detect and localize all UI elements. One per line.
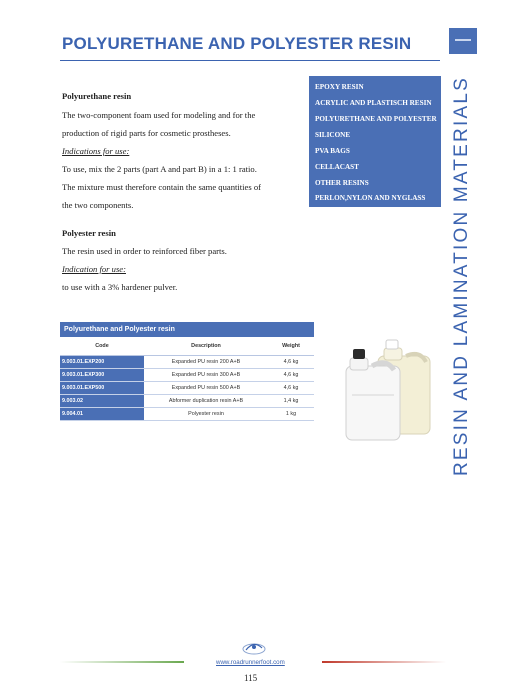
- footer-right-rule: [322, 661, 446, 663]
- column-header-code: Code: [60, 337, 144, 356]
- footer-website-link[interactable]: www.roadrunnerfoot.com: [216, 659, 285, 666]
- product-code: 9.004.01: [60, 408, 144, 421]
- product-weight: 4,6 kg: [268, 382, 314, 395]
- product-description: Expanded PU resin 300 A+B: [144, 369, 268, 382]
- product-description: Abformer duplication resin A+B: [144, 395, 268, 408]
- category-item-acrylic[interactable]: ACRYLIC AND PLASTISCH RESIN: [315, 99, 432, 107]
- pu-text-line: the two components.: [62, 200, 134, 210]
- corner-tab-line: [455, 39, 471, 41]
- category-item-pva-bags[interactable]: PVA BAGS: [315, 147, 350, 155]
- table-row: [60, 395, 314, 408]
- page-title: POLYURETHANE AND POLYESTER RESIN: [62, 34, 412, 53]
- table-row: [60, 408, 314, 421]
- title-divider: [60, 60, 440, 61]
- table-header-row: [60, 337, 314, 356]
- pu-text-line: production of rigid parts for cosmetic prostheses.: [62, 128, 231, 138]
- product-weight: 4,6 kg: [268, 356, 314, 369]
- vertical-section-title: RESIN AND LAMINATION MATERIALS: [451, 76, 472, 476]
- product-code: 9.003.01.EXP200: [60, 356, 144, 369]
- category-item-other-resins[interactable]: OTHER RESINS: [315, 179, 369, 187]
- resin-canisters-image: [328, 334, 438, 444]
- pe-text-line: The resin used in order to reinforced fiber parts.: [62, 246, 227, 256]
- product-weight: 4,6 kg: [268, 369, 314, 382]
- category-item-polyurethane[interactable]: POLYURETHANE AND POLYESTER: [315, 115, 437, 123]
- product-weight: 1 kg: [268, 408, 314, 421]
- category-item-perlon[interactable]: PERLON,NYLON AND NYGLASS: [315, 194, 426, 202]
- product-table-title: Polyurethane and Polyester resin: [60, 322, 314, 337]
- pe-indication-label: Indication for use:: [62, 264, 126, 274]
- category-menu: [309, 76, 441, 207]
- corner-tab-marker: [449, 28, 477, 54]
- table-row: [60, 369, 314, 382]
- product-code: 9.003.01.EXP500: [60, 382, 144, 395]
- footer-left-rule: [60, 661, 184, 663]
- product-weight: 1,4 kg: [268, 395, 314, 408]
- pe-heading: Polyester resin: [62, 228, 116, 238]
- pe-text-line: to use with a 3% hardener pulver.: [62, 282, 178, 292]
- table-row: [60, 382, 314, 395]
- category-item-epoxy[interactable]: EPOXY RESIN: [315, 83, 364, 91]
- pu-text-line: To use, mix the 2 parts (part A and part B) in a 1: 1 ratio.: [62, 164, 257, 174]
- pu-text-line: The mixture must therefore contain the same quantities of: [62, 182, 262, 192]
- table-row: [60, 356, 314, 369]
- product-description: Expanded PU resin 200 A+B: [144, 356, 268, 369]
- column-header-weight: Weight: [268, 337, 314, 356]
- product-code: 9.003.01.EXP300: [60, 369, 144, 382]
- product-code: 9.003.02: [60, 395, 144, 408]
- pu-indications-label: Indications for use:: [62, 146, 130, 156]
- pu-heading: Polyurethane resin: [62, 91, 132, 101]
- product-table: [60, 337, 314, 421]
- page-number: 115: [244, 673, 258, 683]
- pu-text-line: The two-component foam used for modeling and for the: [62, 110, 256, 120]
- product-description: Polyester resin: [144, 408, 268, 421]
- column-header-description: Description: [144, 337, 268, 356]
- category-item-cellacast[interactable]: CELLACAST: [315, 163, 359, 171]
- roadrunner-logo-icon: [240, 640, 268, 656]
- product-description: Expanded PU resin 500 A+B: [144, 382, 268, 395]
- category-item-silicone[interactable]: SILICONE: [315, 131, 351, 139]
